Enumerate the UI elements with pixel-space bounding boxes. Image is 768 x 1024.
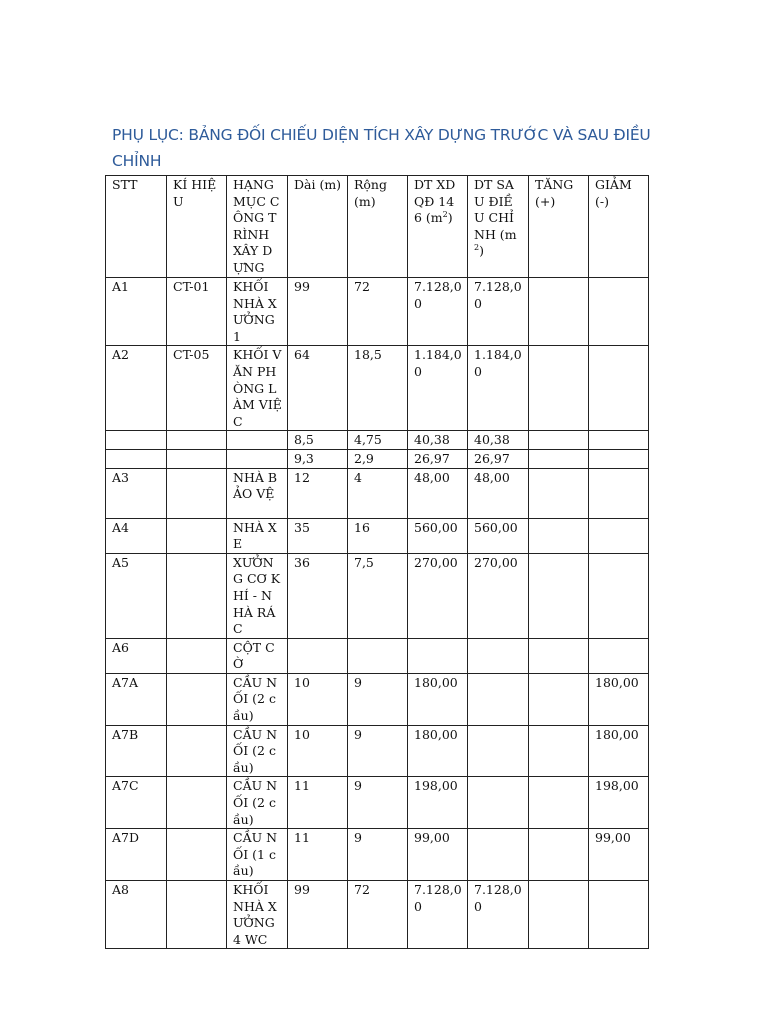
- table-row: [106, 431, 649, 450]
- cell-dt-xd: 7.128,00: [408, 278, 468, 346]
- cell-dt-xd: 180,00: [408, 725, 468, 777]
- cell-dai: 11: [288, 829, 348, 881]
- cell-giam: [589, 881, 649, 949]
- cell-rong: 72: [348, 881, 408, 949]
- cell-tang: [529, 553, 589, 638]
- cell-ki-hieu: [167, 431, 227, 450]
- table-row: [106, 881, 649, 949]
- cell-dai: 9,3: [288, 449, 348, 468]
- cell-dt-sau: 26,97: [468, 449, 529, 468]
- header-dt-sau: [468, 176, 529, 278]
- header-giam: GIẢM (-): [589, 176, 649, 278]
- cell-stt: A7B: [106, 725, 167, 777]
- cell-giam: 198,00: [589, 777, 649, 829]
- cell-hang-muc: KHỐI NHÀ XƯỞNG 4 WC: [227, 881, 288, 949]
- cell-rong: 9: [348, 829, 408, 881]
- cell-dai: 99: [288, 278, 348, 346]
- cell-giam: 180,00: [589, 673, 649, 725]
- cell-dt-sau: 40,38: [468, 431, 529, 450]
- cell-dai: 11: [288, 777, 348, 829]
- cell-tang: [529, 725, 589, 777]
- cell-tang: [529, 518, 589, 553]
- cell-dt-xd: 48,00: [408, 468, 468, 518]
- cell-dt-xd: 99,00: [408, 829, 468, 881]
- cell-ki-hieu: [167, 518, 227, 553]
- cell-stt: [106, 449, 167, 468]
- cell-tang: [529, 829, 589, 881]
- cell-dai: 99: [288, 881, 348, 949]
- cell-ki-hieu: [167, 449, 227, 468]
- cell-hang-muc: CỘT CỜ: [227, 638, 288, 673]
- cell-dt-xd: 198,00: [408, 777, 468, 829]
- cell-tang: [529, 346, 589, 431]
- page-title: PHỤ LỤC: BẢNG ĐỐI CHIẾU DIỆN TÍCH XÂY DỰNG TRƯỚC VÀ SAU ĐIỀU CHỈNH: [112, 126, 651, 170]
- cell-ki-hieu: [167, 638, 227, 673]
- cell-dai: 35: [288, 518, 348, 553]
- table-row: [106, 553, 649, 638]
- cell-stt: [106, 431, 167, 450]
- cell-dt-sau: 48,00: [468, 468, 529, 518]
- cell-rong: 16: [348, 518, 408, 553]
- header-ki-hieu: KÍ HIỆU: [167, 176, 227, 278]
- cell-tang: [529, 673, 589, 725]
- cell-dt-sau: [468, 777, 529, 829]
- cell-dt-xd: 180,00: [408, 673, 468, 725]
- cell-stt: A7C: [106, 777, 167, 829]
- area-comparison-table: [105, 175, 649, 949]
- cell-rong: 9: [348, 673, 408, 725]
- cell-ki-hieu: [167, 829, 227, 881]
- cell-hang-muc: NHÀ XE: [227, 518, 288, 553]
- cell-stt: A7D: [106, 829, 167, 881]
- table-row: [106, 518, 649, 553]
- cell-tang: [529, 449, 589, 468]
- cell-hang-muc: [227, 449, 288, 468]
- cell-dt-xd: 7.128,00: [408, 881, 468, 949]
- cell-rong: 2,9: [348, 449, 408, 468]
- header-hang-muc: HẠNG MỤC CÔNG TRÌNH XÂY DỰNG: [227, 176, 288, 278]
- cell-dt-xd: 1.184,00: [408, 346, 468, 431]
- cell-ki-hieu: [167, 777, 227, 829]
- cell-giam: [589, 449, 649, 468]
- table-row: [106, 777, 649, 829]
- cell-hang-muc: CẦU NỐI (2 cầu): [227, 777, 288, 829]
- cell-tang: [529, 638, 589, 673]
- cell-dt-xd: 40,38: [408, 431, 468, 450]
- cell-hang-muc: XƯỞNG CƠ KHÍ - NHÀ RÁC: [227, 553, 288, 638]
- header-dai: Dài (m): [288, 176, 348, 278]
- cell-dai: 64: [288, 346, 348, 431]
- cell-dt-sau: 7.128,00: [468, 881, 529, 949]
- cell-stt: A4: [106, 518, 167, 553]
- table-row: [106, 829, 649, 881]
- cell-hang-muc: CẦU NỐI (2 cầu): [227, 725, 288, 777]
- cell-tang: [529, 881, 589, 949]
- cell-dt-xd: [408, 638, 468, 673]
- cell-rong: 4,75: [348, 431, 408, 450]
- cell-dt-sau: [468, 638, 529, 673]
- cell-dai: 10: [288, 673, 348, 725]
- cell-tang: [529, 468, 589, 518]
- cell-giam: 180,00: [589, 725, 649, 777]
- cell-ki-hieu: [167, 673, 227, 725]
- table-row: [106, 278, 649, 346]
- cell-dai: 8,5: [288, 431, 348, 450]
- cell-dt-sau: [468, 829, 529, 881]
- cell-dt-sau: [468, 673, 529, 725]
- cell-dt-sau: 270,00: [468, 553, 529, 638]
- cell-hang-muc: NHÀ BẢO VỆ: [227, 468, 288, 518]
- cell-giam: [589, 278, 649, 346]
- unit-superscript: 2: [442, 210, 448, 220]
- cell-hang-muc: CẦU NỐI (1 cầu): [227, 829, 288, 881]
- table-row: [106, 725, 649, 777]
- unit-superscript: 2: [474, 243, 480, 253]
- cell-ki-hieu: [167, 468, 227, 518]
- table-body: [106, 278, 649, 949]
- cell-tang: [529, 431, 589, 450]
- cell-stt: A5: [106, 553, 167, 638]
- cell-rong: 9: [348, 725, 408, 777]
- unit-close-paren: ): [479, 243, 484, 259]
- cell-dt-sau: [468, 725, 529, 777]
- table-row: [106, 638, 649, 673]
- cell-tang: [529, 777, 589, 829]
- cell-ki-hieu: CT-01: [167, 278, 227, 346]
- cell-tang: [529, 278, 589, 346]
- cell-dai: 10: [288, 725, 348, 777]
- header-dt-xd-label: DT XD QĐ 146 (m: [414, 177, 456, 226]
- cell-rong: 9: [348, 777, 408, 829]
- cell-giam: [589, 518, 649, 553]
- cell-giam: [589, 468, 649, 518]
- cell-dt-xd: 26,97: [408, 449, 468, 468]
- header-dt-sau-label: DT SAU ĐIỀU CHỈNH (m: [474, 177, 517, 242]
- cell-stt: A8: [106, 881, 167, 949]
- header-tang: TĂNG (+): [529, 176, 589, 278]
- cell-giam: [589, 638, 649, 673]
- unit-close-paren: ): [447, 210, 453, 226]
- cell-dai: 12: [288, 468, 348, 518]
- cell-hang-muc: CẦU NỐI (2 cầu): [227, 673, 288, 725]
- table-row: [106, 449, 649, 468]
- cell-rong: 4: [348, 468, 408, 518]
- cell-stt: A3: [106, 468, 167, 518]
- cell-dt-xd: 560,00: [408, 518, 468, 553]
- cell-rong: 18,5: [348, 346, 408, 431]
- cell-stt: A1: [106, 278, 167, 346]
- cell-hang-muc: [227, 431, 288, 450]
- header-rong: Rộng (m): [348, 176, 408, 278]
- cell-giam: 99,00: [589, 829, 649, 881]
- header-stt: STT: [106, 176, 167, 278]
- cell-dt-sau: 1.184,00: [468, 346, 529, 431]
- cell-rong: [348, 638, 408, 673]
- cell-hang-muc: KHỐI NHÀ XƯỞNG 1: [227, 278, 288, 346]
- cell-stt: A7A: [106, 673, 167, 725]
- cell-giam: [589, 346, 649, 431]
- table-row: [106, 468, 649, 518]
- cell-ki-hieu: CT-05: [167, 346, 227, 431]
- header-dt-xd: [408, 176, 468, 278]
- cell-dai: [288, 638, 348, 673]
- cell-dt-sau: 7.128,00: [468, 278, 529, 346]
- table-row: [106, 346, 649, 431]
- cell-dt-xd: 270,00: [408, 553, 468, 638]
- table-header-row: [106, 176, 649, 278]
- cell-rong: 72: [348, 278, 408, 346]
- cell-stt: A6: [106, 638, 167, 673]
- cell-ki-hieu: [167, 881, 227, 949]
- cell-ki-hieu: [167, 725, 227, 777]
- cell-stt: A2: [106, 346, 167, 431]
- cell-dai: 36: [288, 553, 348, 638]
- cell-dt-sau: 560,00: [468, 518, 529, 553]
- cell-rong: 7,5: [348, 553, 408, 638]
- cell-hang-muc: KHỐI VĂN PHÒNG LÀM VIỆC: [227, 346, 288, 431]
- cell-ki-hieu: [167, 553, 227, 638]
- cell-giam: [589, 431, 649, 450]
- table-row: [106, 673, 649, 725]
- cell-giam: [589, 553, 649, 638]
